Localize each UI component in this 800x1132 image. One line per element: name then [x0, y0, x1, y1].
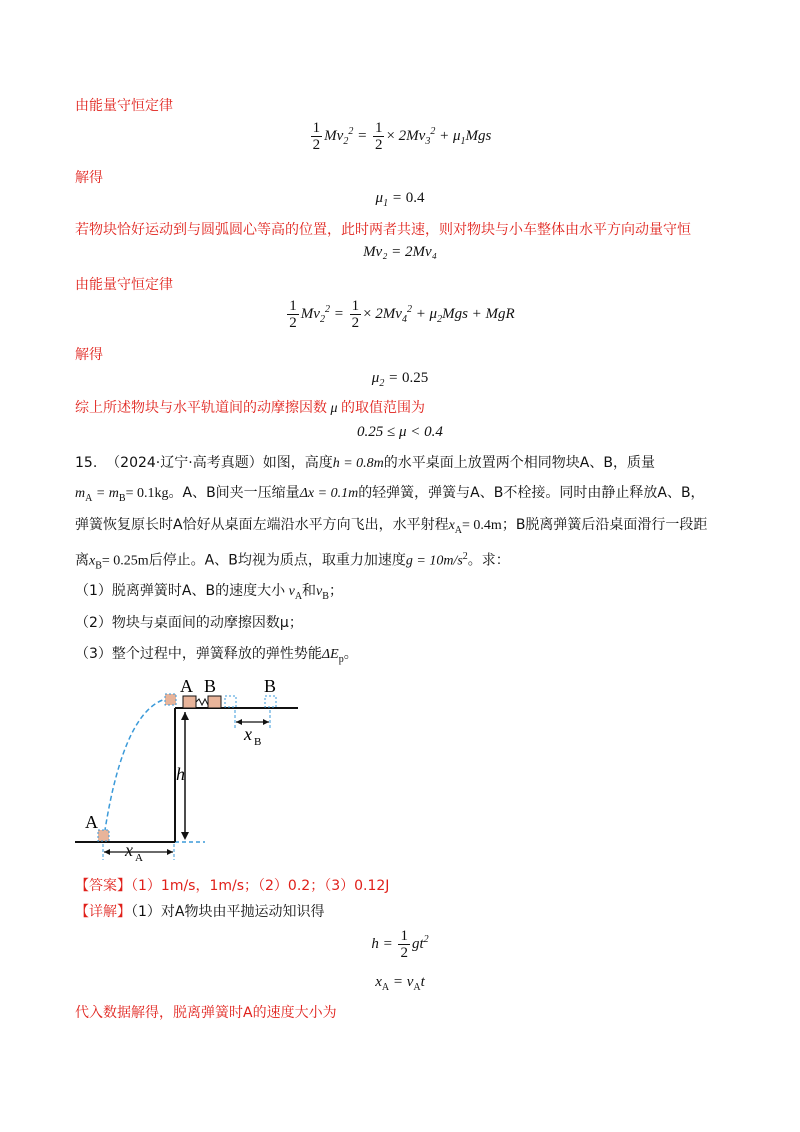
- solve-label-1: 解得: [75, 170, 103, 186]
- equation-x: $x_A = v_At$: [375, 974, 425, 993]
- problem-figure: [70, 670, 310, 870]
- equation-5: $\mu_2 = 0.25$: [371, 370, 429, 389]
- block-b: [208, 696, 221, 708]
- eq1-term: Mgs: [465, 127, 492, 144]
- block-b-end: [265, 696, 276, 707]
- equation-1: $\frac{1}{2}$ $Mv_2^2$ = $\frac{1}{2}$ × $2Mv_3^2 + \mu_1Mgs$: [312, 120, 492, 153]
- energy-conservation-label-1: 由能量守恒定律: [75, 98, 173, 114]
- label-h: h: [176, 764, 185, 784]
- block-a-start: [165, 694, 176, 705]
- block-b-start: [225, 696, 236, 707]
- label-b-right: B: [264, 676, 277, 696]
- label-xb: x: [244, 724, 252, 744]
- answer-line: [75, 876, 389, 896]
- problem-line-3: 弹簧恢复原长时A恰好从桌面左端沿水平方向飞出，水平射程$x_A= 0.4m$；B脱离弹簧后沿桌面滑行一段距: [75, 517, 708, 536]
- problem-line-4: 离$x_B= 0.25m$后停止。A、B均视为质点，取重力加速度$g = 10m/s^2$。求：: [75, 551, 510, 572]
- label-b-top: B: [204, 676, 217, 696]
- label-xa: x: [125, 840, 133, 860]
- equation-h: h = $\frac{1}{2}$ $gt^2$: [371, 928, 429, 961]
- detail-line: [75, 902, 324, 922]
- equation-3: Mv₂ = 2Mv₄: [363, 244, 437, 260]
- equation-6: 0.25 ≤ μ < 0.4: [357, 424, 443, 440]
- block-a: [183, 696, 196, 708]
- block-a-landed: [98, 830, 109, 841]
- answer-text: （1）1m/s，1m/s；（2）0.2；（3）0.12J: [131, 878, 390, 894]
- detail-text: （1）对A物块由平抛运动知识得: [131, 904, 325, 920]
- trajectory-path: [105, 698, 170, 830]
- label-a-top: A: [180, 676, 193, 696]
- answer-tag: 【答案】: [75, 878, 131, 894]
- detail-tag: 【详解】: [75, 904, 131, 920]
- problem-line-2: $m_A = m_B= 0.1kg$。A、B间夹一压缩量Δx = 0.1m的轻弹簧，弹簧与A、B不栓接。同时由静止释放A、B，: [75, 485, 705, 504]
- label-xb-sub: B: [254, 736, 262, 748]
- problem-line-1: 15. （2024·辽宁·高考真题）如图，高度h = 0.8m的水平桌面上放置两个相同物块A、B，质量: [75, 455, 655, 471]
- solve-label-2: 解得: [75, 347, 103, 363]
- question-2: （2）物块与桌面间的动摩擦因数μ；: [75, 615, 303, 631]
- summary-line: 综上所述物块与水平轨道间的动摩擦因数 μ 的取值范围为: [75, 400, 426, 416]
- question-3: （3）整个过程中，弹簧释放的弹性势能$\Delta E_p$。: [75, 646, 358, 665]
- energy-conservation-label-2: 由能量守恒定律: [75, 277, 173, 293]
- question-1: （1）脱离弹簧时A、B的速度大小 $v_A$和$v_B$；: [75, 583, 343, 602]
- momentum-text: 若物块恰好运动到与圆弧圆心等高的位置，此时两者共速，则对物块与小车整体由水平方向动量守恒: [75, 222, 691, 238]
- equation-2: $\mu_1 = 0.4$: [375, 190, 425, 209]
- last-line: 代入数据解得，脱离弹簧时A的速度大小为: [75, 1005, 337, 1021]
- equation-4: $\frac{1}{2}$ $Mv_2^2$ = $\frac{1}{2}$ × $2Mv_4^2 + \mu_2Mgs$ + MgR: [289, 298, 515, 331]
- label-a-bottom: A: [85, 812, 98, 832]
- label-xa-sub: A: [135, 852, 143, 864]
